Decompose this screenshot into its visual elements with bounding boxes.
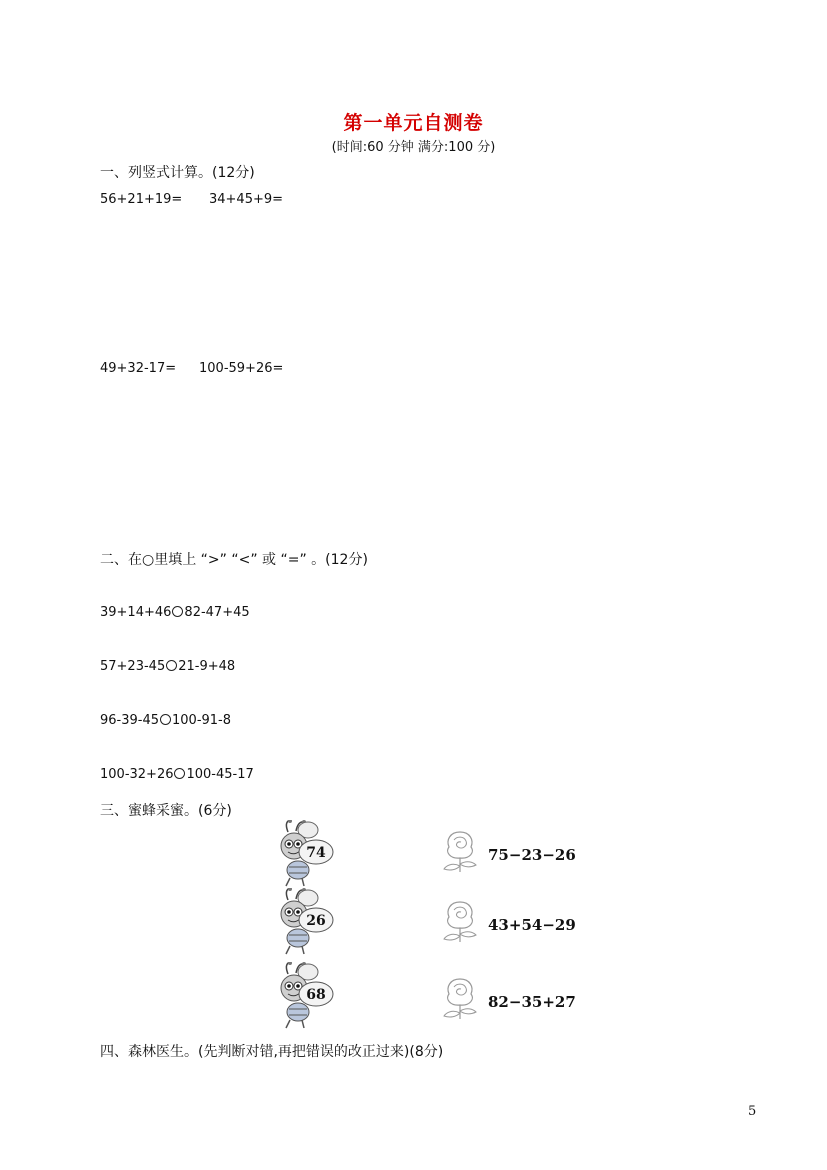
flower-expression: 75−23−26 [488,846,576,864]
compare-item-4 [100,767,254,782]
compare-right-expression: 100-45-17 [186,767,254,782]
exam-info: (时间:60 分钟 满分:100 分) [331,140,496,155]
section-3-heading: 三、蜜蜂采蜜。(6分) [100,803,232,819]
page-number: 5 [748,1104,757,1119]
section-1-heading: 一、列竖式计算。(12分) [100,165,255,181]
flower-card-2[interactable] [440,898,576,948]
compare-left-expression: 57+23-45 [100,659,166,674]
section-2-heading: 二、在○里填上 “>” “<” 或 “=” 。(12分) [100,552,368,568]
compare-left-expression: 39+14+46 [100,605,172,620]
page-title: 第一单元自测卷 [343,112,484,134]
answer-circle-icon[interactable] [172,606,183,617]
bee-number: 26 [306,913,326,929]
compare-right-expression: 100-91-8 [172,713,232,728]
compare-item-1 [100,605,250,620]
bee-icon [274,962,336,1030]
vertical-calc-problem-3: 49+32-17= [100,361,177,376]
flower-expression: 82−35+27 [488,993,576,1011]
rose-icon [440,898,480,944]
bee-card-1[interactable] [274,820,336,892]
rose-icon [440,828,480,874]
compare-item-2 [100,659,235,674]
flower-card-1[interactable] [440,828,576,878]
answer-circle-icon[interactable] [160,714,171,725]
bee-number: 74 [306,845,326,861]
section-4-heading: 四、森林医生。(先判断对错,再把错误的改正过来)(8分) [100,1044,444,1060]
answer-circle-icon[interactable] [174,768,185,779]
vertical-calc-problem-2: 34+45+9= [209,192,284,207]
flower-expression: 43+54−29 [488,916,576,934]
compare-right-expression: 21-9+48 [178,659,236,674]
compare-right-expression: 82-47+45 [184,605,250,620]
vertical-calc-problem-1: 56+21+19= [100,192,183,207]
vertical-calc-problem-4: 100-59+26= [199,361,284,376]
bee-number: 68 [306,987,326,1003]
compare-left-expression: 100-32+26 [100,767,174,782]
bee-card-3[interactable] [274,962,336,1034]
bee-icon [274,820,336,888]
bee-card-2[interactable] [274,888,336,960]
answer-circle-icon[interactable] [166,660,177,671]
flower-card-3[interactable] [440,975,576,1025]
compare-left-expression: 96-39-45 [100,713,160,728]
compare-item-3 [100,713,231,728]
bee-icon [274,888,336,956]
rose-icon [440,975,480,1021]
